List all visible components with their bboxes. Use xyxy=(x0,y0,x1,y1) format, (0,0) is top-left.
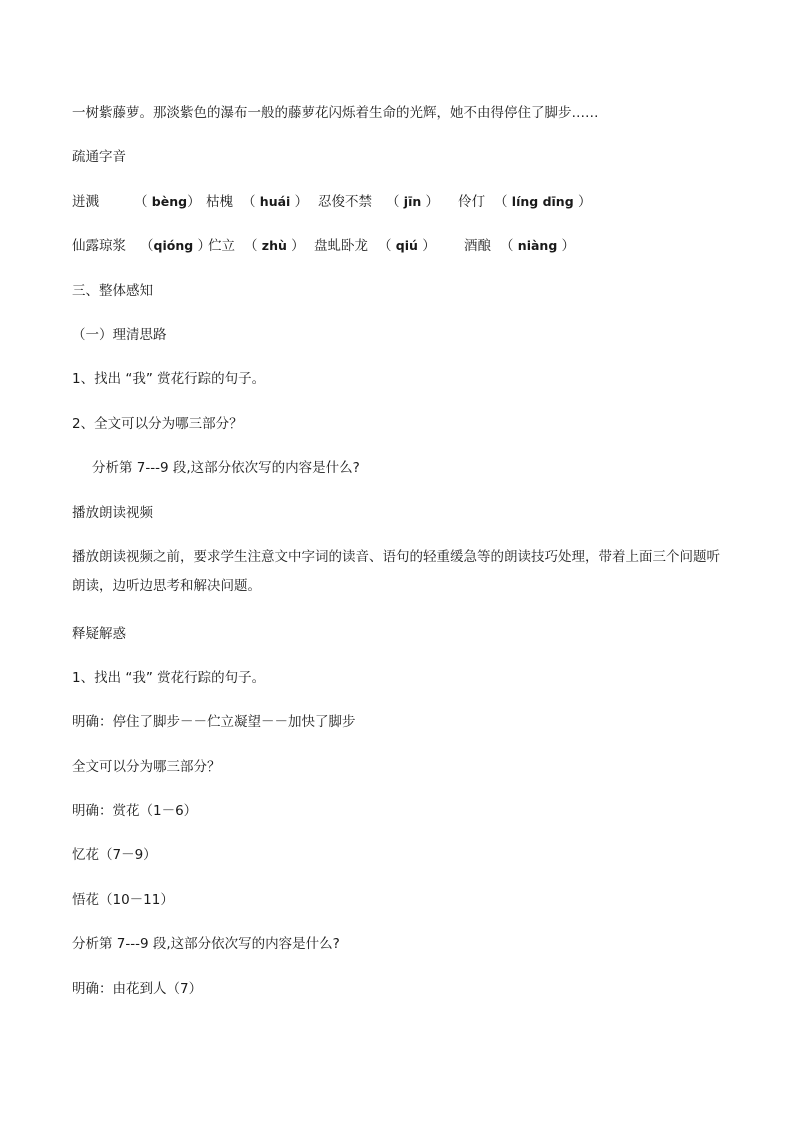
heading-overall-perception: 三、整体感知 xyxy=(72,283,153,299)
vocab-word: 枯槐 xyxy=(206,194,233,210)
vocab-pinyin: （ zhù ） xyxy=(244,238,305,254)
answer-question-3: 分析第 7---9 段,这部分依次写的内容是什么? xyxy=(72,936,340,952)
vocab-pinyin: （ huái ） xyxy=(242,194,309,210)
vocab-pinyin: （ líng dīng ） xyxy=(494,194,592,210)
question-3: 分析第 7---9 段,这部分依次写的内容是什么? xyxy=(92,460,360,476)
vocab-word: 酒酿 xyxy=(464,238,491,254)
heading-answers: 释疑解惑 xyxy=(72,626,126,642)
heading-clarify-ideas: （一）理清思路 xyxy=(72,327,167,343)
vocab-pinyin: （qióng ） xyxy=(140,238,211,254)
vocab-pinyin: （ jīn ） xyxy=(386,194,440,210)
vocab-word: 伫立 xyxy=(208,238,235,254)
answer-clarification-3: 明确：由花到人（7） xyxy=(72,981,203,997)
heading-pronunciation: 疏通字音 xyxy=(72,149,126,165)
answer-question-2: 全文可以分为哪三部分？ xyxy=(72,759,221,775)
question-1: 1、找出 “我” 赏花行踪的句子。 xyxy=(72,371,266,387)
vocab-pinyin: （ qiú ） xyxy=(378,238,436,254)
pinyin-row-1 xyxy=(72,192,591,212)
vocab-word: 盘虬卧龙 xyxy=(314,238,368,254)
vocab-word: 伶仃 xyxy=(458,194,485,210)
answer-clarification-1: 明确：停住了脚步－－伫立凝望－－加快了脚步 xyxy=(72,714,356,730)
answer-part-1: 明确：赏花（1－6） xyxy=(72,803,198,819)
answer-part-2: 忆花（7－9） xyxy=(72,847,157,863)
vocab-word: 仙露琼浆 xyxy=(72,238,126,254)
vocab-pinyin: （ niàng ） xyxy=(500,238,576,254)
paragraph-video-instructions: 播放朗读视频之前，要求学生注意文中字词的读音、语句的轻重缓急等的朗读技巧处理，带着上面三个问题听朗读，边听边思考和解决问题。 xyxy=(72,549,720,594)
vocab-word: 迸溅 xyxy=(72,194,99,210)
pinyin-row-2 xyxy=(72,236,575,256)
vocab-word: 忍俊不禁 xyxy=(318,194,372,210)
answer-part-3: 悟花（10－11） xyxy=(72,892,174,908)
heading-play-video: 播放朗读视频 xyxy=(72,505,153,521)
question-2: 2、全文可以分为哪三部分？ xyxy=(72,416,243,432)
vocab-pinyin: （ bèng） xyxy=(134,194,201,210)
answer-question-1: 1、找出 “我” 赏花行踪的句子。 xyxy=(72,670,266,686)
paragraph-intro: 一树紫藤萝。那淡紫色的瀑布一般的藤萝花闪烁着生命的光辉，她不由得停住了脚步…… xyxy=(72,105,599,121)
